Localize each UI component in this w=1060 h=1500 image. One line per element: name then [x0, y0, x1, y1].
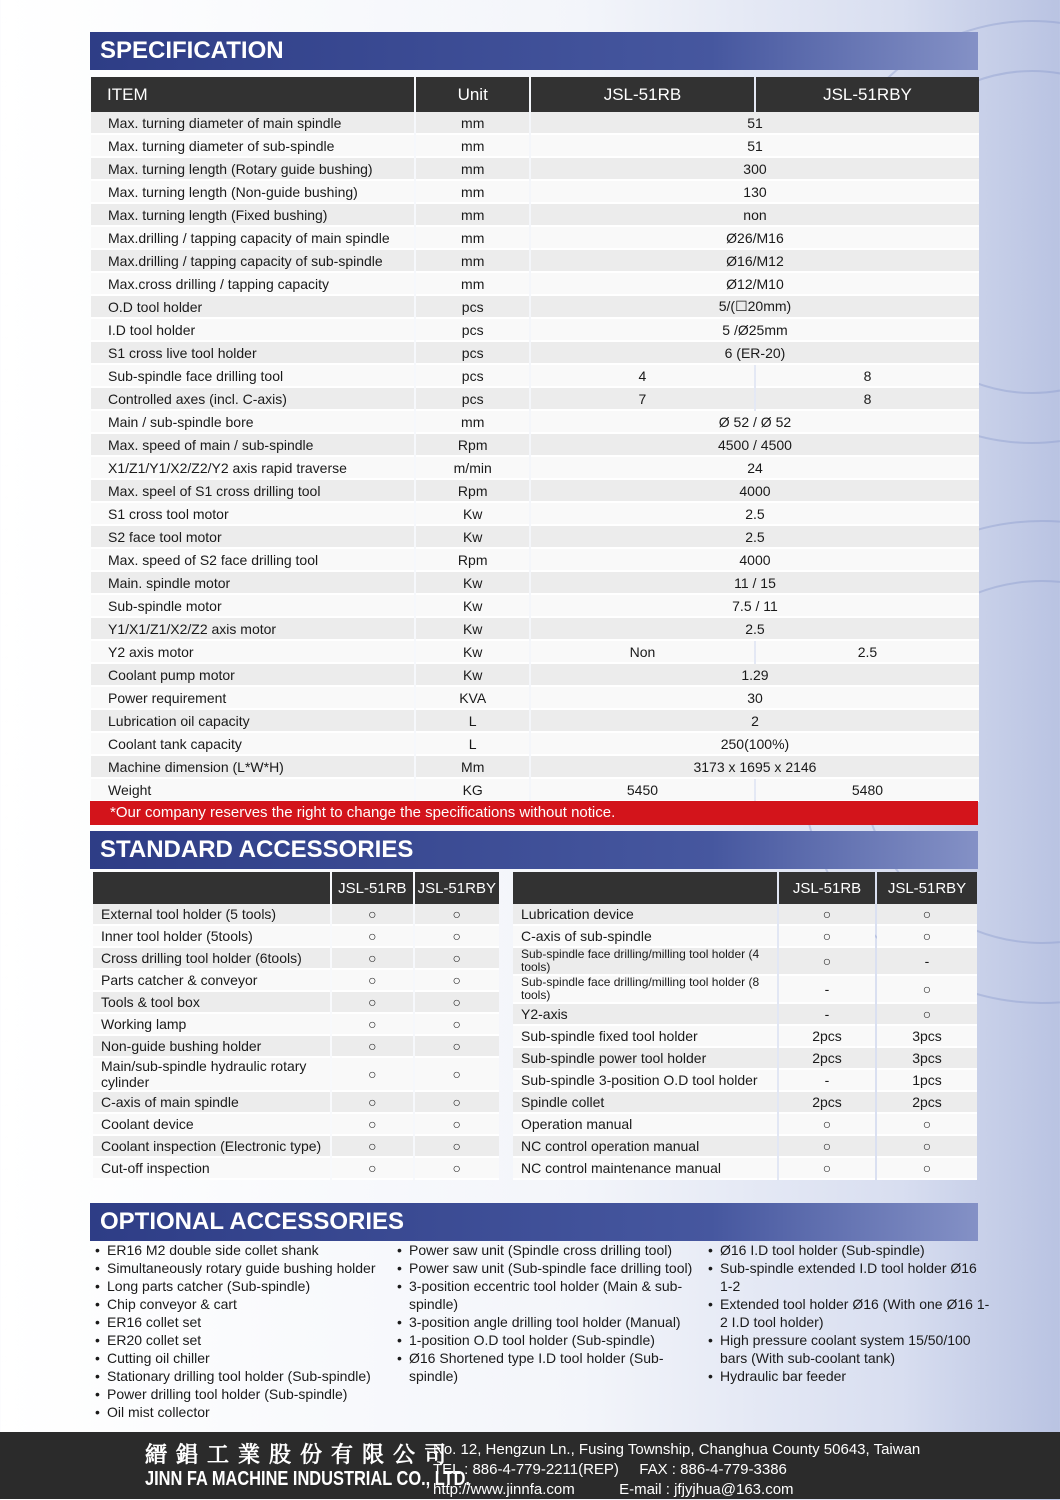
accessory-row: [93, 1036, 499, 1058]
spec-row: [91, 273, 979, 296]
accessory-model2-mark: ○: [415, 1014, 499, 1036]
accessory-model2-mark: 1pcs: [877, 1070, 977, 1092]
spec-unit: mm: [416, 158, 529, 181]
spec-item: Max.drilling / tapping capacity of main spindle: [91, 227, 414, 250]
spec-item: S1 cross tool motor: [91, 503, 414, 526]
spec-item: S2 face tool motor: [91, 526, 414, 549]
spec-item: Max. turning diameter of main spindle: [91, 112, 414, 135]
accessory-item: C-axis of main spindle: [93, 1092, 330, 1114]
optional-item: • ER16 collet set: [95, 1313, 390, 1331]
accessory-row: [513, 976, 977, 1004]
accessory-model2-mark: ○: [415, 1114, 499, 1136]
optional-item: • Power drilling tool holder (Sub-spindle): [95, 1385, 390, 1403]
spec-value: Ø12/M10: [531, 273, 979, 296]
accessory-model1-mark: ○: [332, 1136, 412, 1158]
spec-item: Max. turning length (Fixed bushing): [91, 204, 414, 227]
accessory-model2-mark: ○: [415, 970, 499, 992]
accessory-model1-mark: 2pcs: [779, 1026, 875, 1048]
spec-item: Max. turning length (Rotary guide bushing): [91, 158, 414, 181]
spec-item: Controlled axes (incl. C-axis): [91, 388, 414, 411]
spec-unit: pcs: [416, 388, 529, 411]
spec-item: Lubrication oil capacity: [91, 710, 414, 733]
spec-value: 4000: [531, 549, 979, 572]
accessory-model1-mark: ○: [332, 1114, 412, 1136]
std-left-model2-header: JSL-51RBY: [415, 872, 499, 904]
std-right-body: [513, 904, 977, 1180]
accessory-model1-mark: -: [779, 1004, 875, 1026]
optional-item: • Stationary drilling tool holder (Sub-spindle): [95, 1367, 390, 1385]
accessory-model1-mark: -: [779, 1070, 875, 1092]
std-left-body: [93, 904, 499, 1180]
accessory-row: [93, 970, 499, 992]
accessory-row: [513, 1004, 977, 1026]
spec-unit: pcs: [416, 319, 529, 342]
spec-row: [91, 135, 979, 158]
website[interactable]: http://www.jinnfa.com: [433, 1481, 575, 1498]
optional-item: • Extended tool holder Ø16 (With one Ø16 1-2 I.D tool holder): [708, 1295, 993, 1331]
accessory-item: Spindle collet: [513, 1092, 777, 1114]
spec-row: [91, 411, 979, 434]
web-email-line: [433, 1480, 920, 1500]
spec-value-model1: 5450: [531, 779, 754, 802]
spec-item: Max.cross drilling / tapping capacity: [91, 273, 414, 296]
spec-body: [91, 112, 979, 802]
spec-row: [91, 618, 979, 641]
spec-row: [91, 181, 979, 204]
accessory-item: Sub-spindle face drilling/milling tool holder (4 tools): [513, 948, 777, 976]
accessory-row: [93, 948, 499, 970]
optional-item: • Ø16 Shortened type I.D tool holder (Sub-spindle): [397, 1349, 697, 1385]
spec-item: Max. speel of S1 cross drilling tool: [91, 480, 414, 503]
spec-item: Y2 axis motor: [91, 641, 414, 664]
accessory-item: NC control operation manual: [513, 1136, 777, 1158]
std-left-item-header: [93, 872, 330, 904]
accessory-row: [93, 1158, 499, 1180]
spec-unit: L: [416, 733, 529, 756]
spec-value-model2: 5480: [756, 779, 979, 802]
spec-unit: Mm: [416, 756, 529, 779]
accessory-model2-mark: ○: [877, 926, 977, 948]
std-right-model2-header: JSL-51RBY: [877, 872, 977, 904]
spec-item: Main. spindle motor: [91, 572, 414, 595]
spec-unit: Kw: [416, 664, 529, 687]
accessory-item: Inner tool holder (5tools): [93, 926, 330, 948]
accessory-model1-mark: ○: [332, 992, 412, 1014]
spec-unit: Kw: [416, 572, 529, 595]
accessory-item: Lubrication device: [513, 904, 777, 926]
accessory-row: [93, 992, 499, 1014]
accessory-row: [93, 1058, 499, 1092]
spec-item: Y1/X1/Z1/X2/Z2 axis motor: [91, 618, 414, 641]
spec-row: [91, 549, 979, 572]
spec-disclaimer: *Our company reserves the right to change the specifications without notice.: [90, 801, 978, 825]
optional-item: • Simultaneously rotary guide bushing holder: [95, 1259, 390, 1277]
optional-item: • Hydraulic bar feeder: [708, 1367, 993, 1385]
phone-fax-line: [433, 1460, 920, 1480]
optional-item: • Power saw unit (Spindle cross drilling tool): [397, 1241, 697, 1259]
spec-unit: Rpm: [416, 434, 529, 457]
fax: FAX : 886-4-779-3386: [639, 1461, 787, 1478]
spec-row: [91, 319, 979, 342]
std-left-model1-header: JSL-51RB: [332, 872, 412, 904]
spec-value: Ø26/M16: [531, 227, 979, 250]
accessory-model1-mark: 2pcs: [779, 1048, 875, 1070]
spec-unit: mm: [416, 181, 529, 204]
spec-value: 2.5: [531, 503, 979, 526]
spec-value: 4000: [531, 480, 979, 503]
std-right-item-header: [513, 872, 777, 904]
spec-unit: L: [416, 710, 529, 733]
spec-value: Ø 52 / Ø 52: [531, 411, 979, 434]
optional-list-col2: [397, 1241, 697, 1385]
optional-item: • ER16 M2 double side collet shank: [95, 1241, 390, 1259]
spec-value: 11 / 15: [531, 572, 979, 595]
accessory-model1-mark: ○: [332, 1014, 412, 1036]
accessory-model1-mark: ○: [779, 926, 875, 948]
spec-value: 1.29: [531, 664, 979, 687]
accessory-model1-mark: ○: [332, 1036, 412, 1058]
spec-row: [91, 250, 979, 273]
accessory-model2-mark: 3pcs: [877, 1026, 977, 1048]
spec-item: S1 cross live tool holder: [91, 342, 414, 365]
spec-row: [91, 664, 979, 687]
spec-value: 2.5: [531, 618, 979, 641]
spec-row: [91, 526, 979, 549]
accessory-item: Non-guide bushing holder: [93, 1036, 330, 1058]
spec-value: 130: [531, 181, 979, 204]
accessory-item: Sub-spindle fixed tool holder: [513, 1026, 777, 1048]
accessory-model2-mark: ○: [877, 1114, 977, 1136]
accessory-model1-mark: ○: [332, 1058, 412, 1092]
spec-row: [91, 710, 979, 733]
accessory-model2-mark: ○: [877, 976, 977, 1004]
spec-row: [91, 227, 979, 250]
accessory-model1-mark: ○: [779, 948, 875, 976]
spec-row: [91, 595, 979, 618]
optional-item: • 3-position eccentric tool holder (Main & sub-spindle): [397, 1277, 697, 1313]
spec-value: 5 /Ø25mm: [531, 319, 979, 342]
spec-row: [91, 388, 979, 411]
spec-unit: Kw: [416, 595, 529, 618]
accessory-row: [513, 948, 977, 976]
spec-item: Machine dimension (L*W*H): [91, 756, 414, 779]
accessory-item: Tools & tool box: [93, 992, 330, 1014]
std-accessories-left-table: [91, 872, 501, 1180]
accessory-item: Sub-spindle power tool holder: [513, 1048, 777, 1070]
spec-item: Max. speed of main / sub-spindle: [91, 434, 414, 457]
spec-unit: m/min: [416, 457, 529, 480]
spec-row: [91, 733, 979, 756]
col-unit-header: Unit: [416, 77, 529, 112]
accessory-row: [513, 1114, 977, 1136]
accessory-model2-mark: ○: [877, 1158, 977, 1180]
accessory-model2-mark: ○: [877, 1136, 977, 1158]
spec-item: Power requirement: [91, 687, 414, 710]
accessory-item: NC control maintenance manual: [513, 1158, 777, 1180]
spec-item: Max. speed of S2 face drilling tool: [91, 549, 414, 572]
accessory-model2-mark: ○: [415, 1158, 499, 1180]
spec-unit: pcs: [416, 365, 529, 388]
col-item-header: ITEM: [91, 77, 414, 112]
accessory-item: Coolant device: [93, 1114, 330, 1136]
accessory-item: Sub-spindle face drilling/milling tool holder (8 tools): [513, 976, 777, 1004]
spec-row: [91, 756, 979, 779]
accessory-model1-mark: ○: [332, 1158, 412, 1180]
spec-item: I.D tool holder: [91, 319, 414, 342]
accessory-item: Parts catcher & conveyor: [93, 970, 330, 992]
spec-unit: Kw: [416, 641, 529, 664]
accessory-item: Y2-axis: [513, 1004, 777, 1026]
spec-unit: Rpm: [416, 480, 529, 503]
accessory-row: [513, 1048, 977, 1070]
spec-item: Max. turning diameter of sub-spindle: [91, 135, 414, 158]
accessory-model1-mark: -: [779, 976, 875, 1004]
spec-unit: Kw: [416, 526, 529, 549]
accessory-row: [93, 904, 499, 926]
spec-row: [91, 342, 979, 365]
optional-item: • High pressure coolant system 15/50/100 bars (With sub-coolant tank): [708, 1331, 993, 1367]
spec-unit: Kw: [416, 503, 529, 526]
optional-item: • Oil mist collector: [95, 1403, 390, 1421]
spec-item: Sub-spindle motor: [91, 595, 414, 618]
std-right-header-row: [513, 872, 977, 904]
spec-item: Max. turning length (Non-guide bushing): [91, 181, 414, 204]
spec-row: [91, 572, 979, 595]
optional-item: • ER20 collet set: [95, 1331, 390, 1349]
accessory-model1-mark: ○: [779, 1114, 875, 1136]
accessory-model1-mark: 2pcs: [779, 1092, 875, 1114]
spec-unit: mm: [416, 273, 529, 296]
accessory-item: Cut-off inspection: [93, 1158, 330, 1180]
spec-value: non: [531, 204, 979, 227]
spec-item: X1/Z1/Y1/X2/Z2/Y2 axis rapid traverse: [91, 457, 414, 480]
accessory-row: [513, 1158, 977, 1180]
accessory-model2-mark: ○: [415, 992, 499, 1014]
std-left-header-row: [93, 872, 499, 904]
spec-item: Coolant tank capacity: [91, 733, 414, 756]
accessory-item: C-axis of sub-spindle: [513, 926, 777, 948]
spec-unit: mm: [416, 227, 529, 250]
spec-value-model1: Non: [531, 641, 754, 664]
spec-value: 51: [531, 135, 979, 158]
spec-value: 24: [531, 457, 979, 480]
accessory-model2-mark: ○: [415, 1058, 499, 1092]
accessory-row: [93, 1114, 499, 1136]
accessory-row: [513, 1070, 977, 1092]
accessory-model2-mark: 2pcs: [877, 1092, 977, 1114]
telephone: TEL : 886-4-779-2211(REP): [433, 1461, 619, 1478]
footer: [0, 1432, 1060, 1499]
standard-accessories-heading: STANDARD ACCESSORIES: [90, 831, 978, 869]
spec-unit: KG: [416, 779, 529, 802]
col-model1-header: JSL-51RB: [531, 77, 754, 112]
spec-unit: Kw: [416, 618, 529, 641]
accessory-item: Coolant inspection (Electronic type): [93, 1136, 330, 1158]
optional-item: • Long parts catcher (Sub-spindle): [95, 1277, 390, 1295]
optional-item: • Power saw unit (Sub-spindle face drilling tool): [397, 1259, 697, 1277]
accessory-row: [513, 1026, 977, 1048]
spec-row: [91, 480, 979, 503]
spec-value: 30: [531, 687, 979, 710]
spec-row: [91, 434, 979, 457]
accessory-model2-mark: ○: [877, 1004, 977, 1026]
spec-row: [91, 296, 979, 319]
spec-unit: pcs: [416, 296, 529, 319]
accessory-row: [513, 1092, 977, 1114]
optional-item: • Sub-spindle extended I.D tool holder Ø16 1-2: [708, 1259, 993, 1295]
spec-unit: pcs: [416, 342, 529, 365]
address: No. 12, Hengzun Ln., Fusing Township, Changhua County 50643, Taiwan: [433, 1441, 921, 1458]
company-name-english: JINN FA MACHINE INDUSTRIAL CO., LTD.: [145, 1468, 470, 1490]
optional-item: • 1-position O.D tool holder (Sub-spindle): [397, 1331, 697, 1349]
spec-header-row: [91, 77, 979, 112]
accessory-model1-mark: ○: [779, 1158, 875, 1180]
accessory-row: [513, 904, 977, 926]
accessory-item: Operation manual: [513, 1114, 777, 1136]
spec-value: 250(100%): [531, 733, 979, 756]
spec-unit: mm: [416, 112, 529, 135]
spec-value: 300: [531, 158, 979, 181]
spec-item: Sub-spindle face drilling tool: [91, 365, 414, 388]
accessory-item: Main/sub-spindle hydraulic rotary cylinder: [93, 1058, 330, 1092]
spec-value: Ø16/M12: [531, 250, 979, 273]
specification-heading: SPECIFICATION: [90, 32, 978, 70]
spec-value: 4500 / 4500: [531, 434, 979, 457]
spec-row: [91, 204, 979, 227]
spec-row: [91, 158, 979, 181]
accessory-model1-mark: ○: [332, 926, 412, 948]
specification-table: [89, 77, 981, 802]
accessory-model1-mark: ○: [332, 1092, 412, 1114]
accessory-model1-mark: ○: [332, 970, 412, 992]
accessory-item: Cross drilling tool holder (6tools): [93, 948, 330, 970]
spec-row: [91, 687, 979, 710]
spec-value: 2.5: [531, 526, 979, 549]
spec-item: O.D tool holder: [91, 296, 414, 319]
accessory-model2-mark: ○: [415, 1036, 499, 1058]
spec-value-model1: 7: [531, 388, 754, 411]
accessory-model2-mark: 3pcs: [877, 1048, 977, 1070]
spec-item: Coolant pump motor: [91, 664, 414, 687]
optional-list-col3: [708, 1241, 993, 1385]
spec-value: 5/(☐20mm): [531, 296, 979, 319]
accessory-item: Working lamp: [93, 1014, 330, 1036]
optional-list-col1: [95, 1241, 390, 1421]
spec-value: 3173 x 1695 x 2146: [531, 756, 979, 779]
spec-row: [91, 641, 979, 664]
spec-unit: mm: [416, 204, 529, 227]
optional-item: • 3-position angle drilling tool holder (Manual): [397, 1313, 697, 1331]
std-right-model1-header: JSL-51RB: [779, 872, 875, 904]
spec-item: Max.drilling / tapping capacity of sub-spindle: [91, 250, 414, 273]
company-name-chinese: 縉錩工業股份有限公司: [145, 1443, 456, 1468]
spec-row: [91, 503, 979, 526]
spec-value: 7.5 / 11: [531, 595, 979, 618]
accessory-row: [93, 1092, 499, 1114]
spec-row: [91, 457, 979, 480]
accessory-model1-mark: ○: [779, 1136, 875, 1158]
spec-value-model2: 8: [756, 365, 979, 388]
accessory-model2-mark: ○: [415, 1136, 499, 1158]
accessory-row: [93, 926, 499, 948]
accessory-model1-mark: ○: [332, 948, 412, 970]
accessory-row: [93, 1014, 499, 1036]
std-accessories-right-table: [511, 872, 979, 1180]
optional-item: • Chip conveyor & cart: [95, 1295, 390, 1313]
spec-value: 2: [531, 710, 979, 733]
accessory-model1-mark: ○: [779, 904, 875, 926]
col-model2-header: JSL-51RBY: [756, 77, 979, 112]
accessory-model2-mark: ○: [877, 904, 977, 926]
spec-unit: mm: [416, 411, 529, 434]
spec-row: [91, 112, 979, 135]
spec-unit: Rpm: [416, 549, 529, 572]
optional-item: • Ø16 I.D tool holder (Sub-spindle): [708, 1241, 993, 1259]
accessory-item: External tool holder (5 tools): [93, 904, 330, 926]
spec-value-model1: 4: [531, 365, 754, 388]
optional-accessories-heading: OPTIONAL ACCESSORIES: [90, 1203, 978, 1241]
spec-value: 6 (ER-20): [531, 342, 979, 365]
contact-block: [433, 1440, 920, 1500]
accessory-row: [93, 1136, 499, 1158]
accessory-model2-mark: ○: [415, 1092, 499, 1114]
spec-unit: KVA: [416, 687, 529, 710]
accessory-row: [513, 926, 977, 948]
spec-item: Main / sub-spindle bore: [91, 411, 414, 434]
spec-unit: mm: [416, 135, 529, 158]
accessory-model2-mark: ○: [415, 948, 499, 970]
spec-value-model2: 8: [756, 388, 979, 411]
spec-value: 51: [531, 112, 979, 135]
accessory-row: [513, 1136, 977, 1158]
spec-item: Weight: [91, 779, 414, 802]
accessory-model2-mark: -: [877, 948, 977, 976]
accessory-model2-mark: ○: [415, 904, 499, 926]
accessory-item: Sub-spindle 3-position O.D tool holder: [513, 1070, 777, 1092]
email[interactable]: E-mail : jfjyjhua@163.com: [619, 1481, 794, 1498]
accessory-model2-mark: ○: [415, 926, 499, 948]
spec-value-model2: 2.5: [756, 641, 979, 664]
optional-item: • Cutting oil chiller: [95, 1349, 390, 1367]
spec-row: [91, 365, 979, 388]
spec-row: [91, 779, 979, 802]
accessory-model1-mark: ○: [332, 904, 412, 926]
spec-unit: mm: [416, 250, 529, 273]
